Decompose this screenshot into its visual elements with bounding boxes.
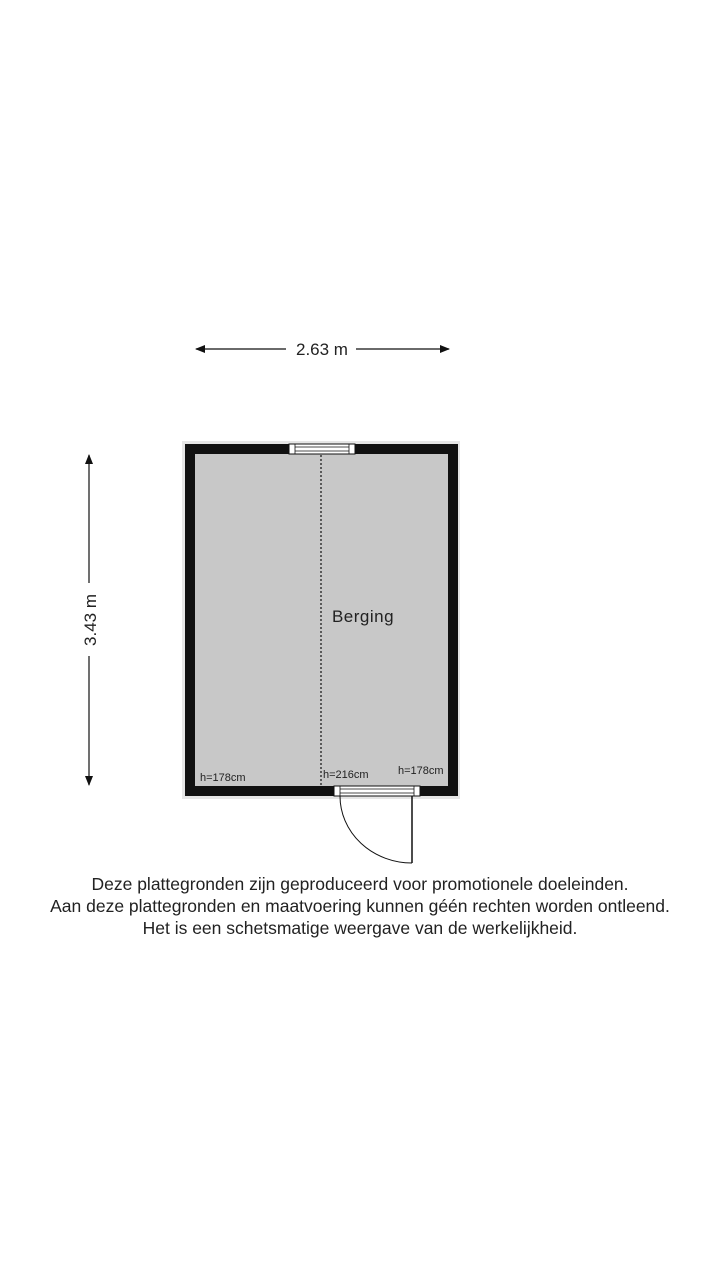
room-berging: [182, 441, 460, 863]
width-dimension: [196, 340, 449, 359]
ceiling-height-right: h=178cm: [398, 765, 444, 777]
door-swing-arc: [340, 796, 412, 863]
disclaimer: [0, 873, 720, 939]
height-dimension: [81, 455, 100, 785]
height-dimension-label: 3.43 m: [81, 594, 100, 646]
room-label: Berging: [331, 607, 395, 626]
ceiling-height-left: h=178cm: [200, 772, 246, 784]
ceiling-height-middle: h=216cm: [323, 769, 369, 781]
width-dimension-label: 2.63 m: [296, 340, 348, 359]
disclaimer-line: Aan deze plattegronden en maatvoering kunnen géén rechten worden ontleend.: [50, 896, 670, 916]
window-top: [289, 444, 355, 454]
disclaimer-line: Deze plattegronden zijn geproduceerd voor promotionele doeleinden.: [91, 874, 629, 894]
disclaimer-line: Het is een schetsmatige weergave van de werkelijkheid.: [142, 918, 578, 938]
